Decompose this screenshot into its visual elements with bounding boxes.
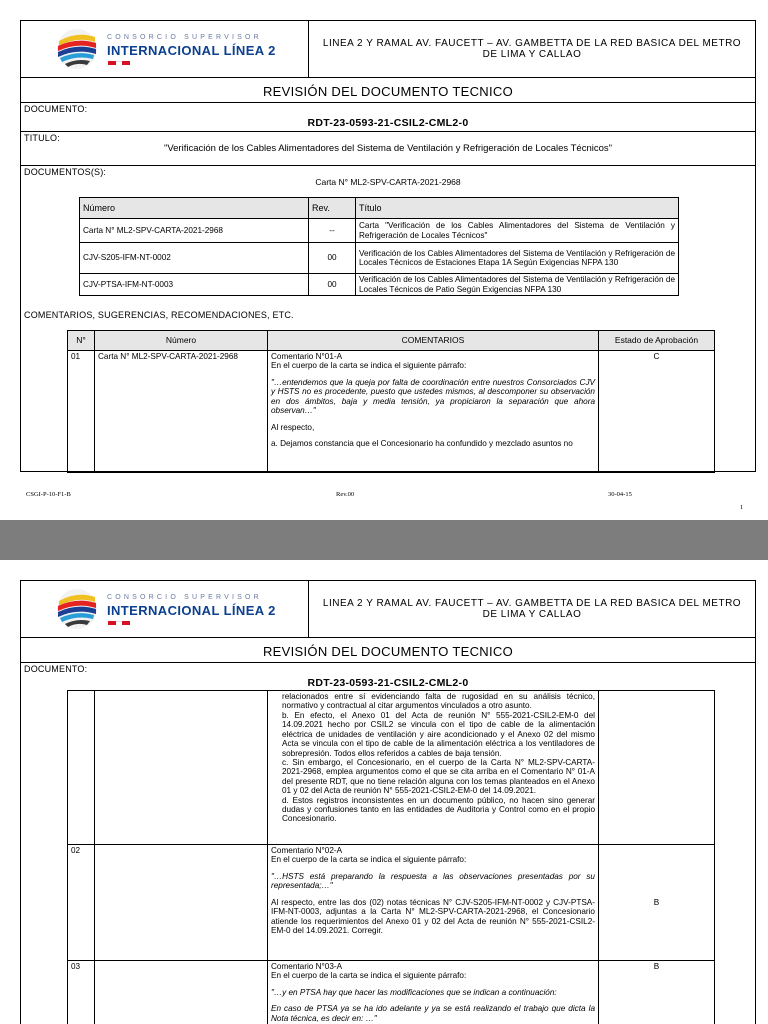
comment-item: d. Estos registros inconsistentes en un documento público, no hacen sino generar dudas y confusiones tanto en las entidades de Auditoria y Control como en el propio Concesionario.: [282, 795, 595, 824]
comment-number: 01: [68, 351, 95, 473]
doc-rev: 00: [309, 274, 356, 296]
table-header-row: [68, 331, 715, 351]
comment-quote: En caso de PTSA ya se ha ido adelante y ya se está realizando el trabajo que dicta la Nota técnica, es decir en: …": [271, 1004, 595, 1023]
doc-rev: --: [309, 219, 356, 243]
comment-item: b. En efecto, el Anexo 01 del Acta de reunión N° 555-2021-CSIL2-EM-0 del 14.09.2021 hecho por CSIL2 se vincula con el tipo de cable de la alimentación eléctrica de unidades de ventilación y aire acondicionado y el Anexo 02 del mismo Acta se vincula con el tipo de cable de la alimentación eléctrica a los ventiladores de sobrepresión. Todos ellos referidos a cables de baja tensión.: [282, 710, 595, 758]
comentarios-label: COMENTARIOS, SUGERENCIAS, RECOMENDACIONES, ETC.: [24, 310, 294, 320]
approval-status: C: [599, 351, 715, 473]
comment-title: Comentario N°02-A: [271, 846, 343, 855]
logo-title: INTERNACIONAL LÍNEA 2: [107, 603, 276, 618]
approval-status: [599, 691, 715, 845]
project-name: LINEA 2 Y RAMAL AV. FAUCETT – AV. GAMBETTA DE LA RED BASICA DEL METRO DE LIMA Y CALLAO: [322, 598, 742, 620]
document-code: RDT-23-0593-21-CSIL2-CML2-0: [307, 117, 469, 129]
consortium-logo-icon: [55, 27, 99, 71]
page-number: 1: [740, 504, 744, 511]
approval-status: B: [599, 845, 715, 961]
logo-title: INTERNACIONAL LÍNEA 2: [107, 43, 276, 58]
logo-subtitle: CONSORCIO SUPERVISOR: [107, 34, 262, 41]
documents-table: [79, 197, 679, 296]
comment-number: [68, 691, 95, 845]
project-name: LINEA 2 Y RAMAL AV. FAUCETT – AV. GAMBETTA DE LA RED BASICA DEL METRO DE LIMA Y CALLAO: [322, 38, 742, 60]
comment-text: Al respecto,: [271, 422, 315, 432]
comment-quote: "…HSTS está preparando la respuesta a las observaciones presentadas por su representada;…": [271, 871, 595, 891]
table-row: [68, 351, 715, 473]
column-header: Rev.: [309, 198, 356, 219]
comment-body: [268, 691, 599, 845]
document-frame: [20, 580, 756, 1024]
column-header: Estado de Aprobación: [599, 331, 715, 351]
documento-label: DOCUMENTO:: [24, 104, 88, 114]
divider: [21, 102, 755, 103]
comment-title: Comentario N°03-A: [271, 962, 343, 971]
logo-cell: [21, 21, 309, 77]
comment-body: [268, 351, 599, 473]
comment-number: 02: [68, 845, 95, 961]
footer-rev: Rev.00: [336, 491, 355, 498]
comment-quote: "…entendemos que la queja por falta de coordinación entre nuestros Consorciados CJV y HSTS no es procedente, puesto que ustedes mismos, al descomponer su observación en dos ámbitos, baja y media tensión, ya propiciaron la separación que ahora observan…": [271, 377, 595, 416]
approval-status: B: [599, 961, 715, 1024]
table-row: [80, 219, 679, 243]
page-title: REVISIÓN DEL DOCUMENTO TECNICO: [262, 644, 513, 659]
comment-document: [95, 961, 268, 1024]
documentos-value: Carta N° ML2-SPV-CARTA-2021-2968: [315, 177, 461, 187]
comment-item: relacionados entre sí evidenciando falta de rugosidad en su análisis técnico, normativo y contractual al citar argumentos vinculados a otro asunto.: [282, 692, 595, 711]
comment-document: [95, 845, 268, 961]
doc-number: CJV-PTSA-IFM-NT-0003: [80, 274, 309, 296]
document-header: [21, 21, 755, 78]
table-row: [80, 243, 679, 274]
document-page-2: [0, 560, 768, 1024]
comment-title: Comentario N°01-A: [271, 352, 343, 361]
flag-icon: [108, 621, 136, 625]
consortium-logo-icon: [55, 587, 99, 631]
comment-intro: En el cuerpo de la carta se indica el siguiente párrafo:: [271, 361, 467, 371]
doc-title: Carta "Verificación de los Cables Alimentadores del Sistema de Ventilación y Refrigeración de Locales Técnicos": [356, 219, 679, 243]
footer-code: CSGI-P-10-F1-B: [26, 491, 71, 498]
flag-icon: [108, 61, 136, 65]
comment-intro: En el cuerpo de la carta se indica el siguiente párrafo:: [271, 855, 467, 865]
column-header: Número: [95, 331, 268, 351]
comment-item: c. Sin embargo, el Concesionario, en el cuerpo de la Carta N° ML2-SPV-CARTA-2021-2968, emplea argumentos como el que se cita arriba en el Comentario N° 01-A del presente RDT, que no tiene relación alguna con los temas planteados en el Anexo 01 y 02 del Acta de reunión N° 555-2021-CSIL2-EM-0 del 14.09.2021.: [282, 757, 595, 796]
footer-date: 30-04-15: [608, 491, 632, 498]
table-row: [68, 845, 715, 961]
comments-table: [67, 690, 715, 1024]
document-frame: [20, 20, 756, 472]
comment-item: a. Dejamos constancia que el Concesionario ha confundido y mezclado asuntos no: [271, 438, 573, 448]
column-header: Título: [356, 198, 679, 219]
column-header: N°: [68, 331, 95, 351]
comment-body: [268, 845, 599, 961]
table-row: [80, 274, 679, 296]
divider: [21, 165, 755, 166]
table-row: [68, 691, 715, 845]
logo-subtitle: CONSORCIO SUPERVISOR: [107, 594, 262, 601]
document-title: "Verificación de los Cables Alimentadores del Sistema de Ventilación y Refrigeración de Locales Técnicos": [163, 143, 613, 154]
divider: [21, 662, 755, 663]
column-header: Número: [80, 198, 309, 219]
comment-number: 03: [68, 961, 95, 1024]
documento-label: DOCUMENTO:: [24, 664, 88, 674]
table-header-row: [80, 198, 679, 219]
doc-title: Verificación de los Cables Alimentadores del Sistema de Ventilación y Refrigeración de Locales Técnicos de Patio Según Exigencias NFPA 130: [356, 274, 679, 296]
comment-document: Carta N° ML2-SPV-CARTA-2021-2968: [95, 351, 268, 473]
table-row: [68, 961, 715, 1024]
document-header: [21, 581, 755, 638]
document-code: RDT-23-0593-21-CSIL2-CML2-0: [307, 677, 469, 689]
comments-table: [67, 330, 715, 473]
divider: [21, 131, 755, 132]
doc-number: CJV-S205-IFM-NT-0002: [80, 243, 309, 274]
doc-title: Verificación de los Cables Alimentadores del Sistema de Ventilación y Refrigeración de Locales Técnicos de Estaciones Etapa 1A Según Exigencias NFPA 130: [356, 243, 679, 274]
comment-text: Al respecto, entre las dos (02) notas técnicas N° CJV-S205-IFM-NT-0002 y CJV-PTSA-IFM-NT-0003, adjuntas a la Carta N° ML2-SPV-CARTA-2021-2968, el Concesionario atiende los requerimientos del Anexo 01 y 02 del Acta de reunión N° 555-2021-CSIL2-EM-0 del 14.09.2021. Corregir.: [271, 897, 595, 935]
comment-intro: En el cuerpo de la carta se indica el siguiente párrafo:: [271, 971, 467, 981]
column-header: COMENTARIOS: [268, 331, 599, 351]
logo-cell: [21, 581, 309, 637]
page-title: REVISIÓN DEL DOCUMENTO TECNICO: [262, 84, 513, 99]
doc-number: Carta N° ML2-SPV-CARTA-2021-2968: [80, 219, 309, 243]
comment-quote: "…y en PTSA hay que hacer las modificaciones que se indican a continuación:: [271, 987, 557, 997]
doc-rev: 00: [309, 243, 356, 274]
comment-document: [95, 691, 268, 845]
documentos-label: DOCUMENTOS(S):: [24, 167, 107, 177]
titulo-label: TITULO:: [24, 133, 60, 143]
comment-body: [268, 961, 599, 1024]
